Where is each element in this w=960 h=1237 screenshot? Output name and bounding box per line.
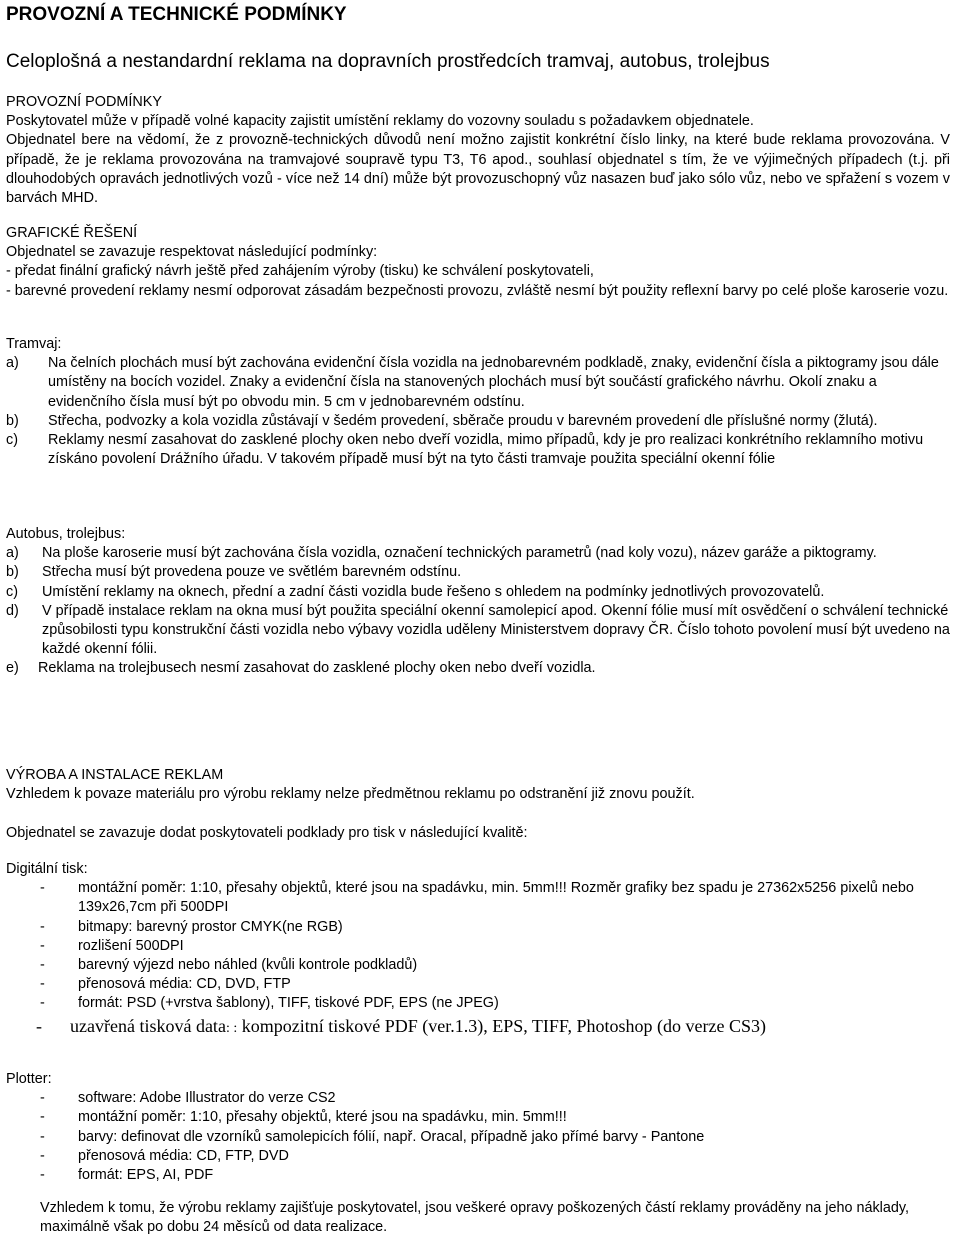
provoz-line-1: Poskytovatel může v případě volné kapacity zajistit umístění reklamy do vozovny souladu s požadavkem objednatele.: [6, 113, 754, 130]
graficke-item-1: - předat finální grafický návrh ještě před zahájením výroby (tisku) ke schválení poskytovateli,: [6, 263, 594, 280]
list-marker: e): [6, 660, 19, 677]
digital-item: - přenosová média: CD, DVD, FTP: [40, 976, 291, 993]
digital-item: - barevný výjezd nebo náhled (kvůli kontrole podkladů): [40, 957, 418, 974]
section-provoz: [6, 93, 950, 208]
digital-item: - montážní poměr: 1:10, přesahy objektů, které jsou na spadávku, min. 5mm!!! Rozměr grafiky bez spadu je 27362x5256 pixelů nebo 139x26,7cm při 500DPI: [40, 880, 914, 916]
autobus-item-text: Střecha musí být provedena pouze ve světlém barevném odstínu.: [42, 564, 462, 581]
list-marker: a): [6, 545, 19, 562]
autobus-item-text: V případě instalace reklam na okna musí být použita speciální okenní samolepicí apod. Okenní fólie musí mít osvědčení o schválení technické způsobilosti typu konstrukční části vozidla nebo výbavy vozidla uděleny Ministerstvem dopravy ČR. Číslo tohoto povolení musí být uvedeno na každé okenní fólii.: [42, 602, 950, 658]
tramvaj-item-c: [6, 431, 950, 469]
tramvaj-item-text: Na čelních plochách musí být zachována evidenční čísla vozidla na jednobarevném podkladě, znaky, evidenční čísla a piktogramy jsou dále umístěny na bocích vozidel. Znaky a evidenční čísla na stanovených plochách musí být součástí grafického návrhu. Okolí znaku a evidenčního čísla musí být po obvodu min. 5 cm v jednobarevném odstínu.: [48, 355, 939, 410]
autobus-item-text: Reklama na trolejbusech nesmí zasahovat do zasklené plochy oken nebo dveří vozidla.: [38, 660, 596, 677]
vyroba-heading: VÝROBA A INSTALACE REKLAM: [6, 767, 224, 783]
tramvaj-item-text: Reklamy nesmí zasahovat do zasklené plochy oken nebo dveří vozidla, mimo případů, kdy je pro realizaci konkrétního reklamního motivu získáno povolení Drážního úřadu. V takovém případě musí být na tyto části tramvaje použita speciální okenní fólie: [48, 432, 924, 468]
autobus-heading: Autobus, trolejbus:: [6, 526, 126, 542]
list-marker: b): [6, 412, 19, 429]
autobus-item-b: [6, 563, 950, 582]
page-title: PROVOZNÍ A TECHNICKÉ PODMÍNKY: [6, 4, 347, 25]
digital-item: - rozlišení 500DPI: [40, 937, 184, 954]
list-marker: c): [6, 583, 18, 600]
closed-rest: kompozitní tiskové PDF (ver.1.3), EPS, TIFF, Photoshop (do verze CS3): [241, 1015, 766, 1036]
plotter-item: - montážní poměr: 1:10, přesahy objektů, které jsou na spadávku, min. 5mm!!!: [40, 1109, 567, 1126]
graficke-heading: GRAFICKÉ ŘEŠENÍ: [6, 225, 138, 241]
digital-heading: Digitální tisk:: [6, 861, 88, 877]
provoz-line-2: Objednatel bere na vědomí, že z provozně-technických důvodů není možno zajistit konkrétní číslo linky, na které bude reklama provozována. V případě, že je reklama provozována na tramvajové soupravě typu T3, T6 apod., souhlasí objednatel s tím, že ve výjimečných případech (t.j. při dlouhodobých opravách jednotlivých vozů - více než 14 dní) může být provozuschopný vůz nasazen buď jako sólo vůz, nebo ve spřažení s vozem v barvách MHD.: [6, 132, 950, 207]
autobus-item-c: [6, 583, 950, 602]
section-tramvaj: [6, 335, 950, 469]
autobus-item-text: Na ploše karoserie musí být zachována čísla vozidla, označení technických parametrů (nad koly vozu), název garáže a piktogramy.: [42, 545, 877, 562]
page-subtitle: Celoplošná a nestandardní reklama na dopravních prostředcích tramvaj, autobus, trolejbus: [6, 51, 770, 72]
list-marker: b): [6, 564, 19, 581]
tramvaj-item-text: Střecha, podvozky a kola vozidla zůstávají v šedém provedení, sběrače proudu v barevném provedení dle příslušné normy (žlutá).: [48, 412, 878, 429]
section-plotter: [6, 1070, 950, 1185]
section-digital: [6, 860, 950, 1041]
digital-item: - formát: PSD (+vrstva šablony), TIFF, tiskové PDF, EPS (ne JPEG): [40, 995, 499, 1012]
list-marker: -: [36, 1015, 42, 1036]
autobus-item-text: Umístění reklamy na oknech, přední a zadní části vozidla bude řešeno s ohledem na podmínky jednotlivých provozovatelů.: [42, 583, 825, 600]
plotter-item: - barvy: definovat dle vzorníků samolepicích fólií, např. Oracal, případně jako přímé barvy - Pantone: [40, 1128, 705, 1145]
plotter-heading: Plotter:: [6, 1071, 52, 1087]
vyroba-line-1: Vzhledem k povaze materiálu pro výrobu reklamy nelze předmětnou reklamu po odstranění již znovu použít.: [6, 786, 695, 803]
autobus-item-a: [6, 544, 950, 563]
plotter-item: - software: Adobe Illustrator do verze CS2: [40, 1090, 336, 1107]
closed-label: uzavřená tisková data: [70, 1015, 226, 1036]
provoz-heading: PROVOZNÍ PODMÍNKY: [6, 94, 162, 110]
list-marker: d): [6, 602, 19, 619]
list-marker: c): [6, 432, 18, 449]
plotter-item: - přenosová média: CD, FTP, DVD: [40, 1147, 289, 1164]
autobus-item-d: [6, 602, 950, 660]
closed-sep: : :: [225, 1020, 238, 1036]
tramvaj-item-a: [6, 354, 950, 412]
tramvaj-item-b: [6, 412, 950, 431]
list-marker: a): [6, 355, 19, 372]
section-graficke: [6, 224, 950, 301]
autobus-item-e: [6, 659, 950, 678]
tramvaj-heading: Tramvaj:: [6, 336, 62, 352]
digital-item: - bitmapy: barevný prostor CMYK(ne RGB): [40, 918, 343, 935]
graficke-intro: Objednatel se zavazuje respektovat následující podmínky:: [6, 244, 378, 261]
graficke-item-2: - barevné provedení reklamy nesmí odporovat zásadám bezpečnosti provozu, zvláště nesmí být použity reflexní barvy po celé ploše karoserie vozu.: [6, 282, 949, 299]
vyroba-line-2: Objednatel se zavazuje dodat poskytovateli podklady pro tisk v následující kvalitě:: [6, 825, 528, 842]
plotter-item: - formát: EPS, AI, PDF: [40, 1167, 214, 1184]
section-vyroba: [6, 766, 950, 844]
digital-closed-data: [6, 1014, 950, 1041]
section-autobus: [6, 525, 950, 679]
footer-note: Vzhledem k tomu, že výrobu reklamy zajišťuje poskytovatel, jsou veškeré opravy poškozených částí reklamy prováděny na jeho náklady, maximálně však po dobu 24 měsíců od data realizace.: [40, 1200, 909, 1236]
